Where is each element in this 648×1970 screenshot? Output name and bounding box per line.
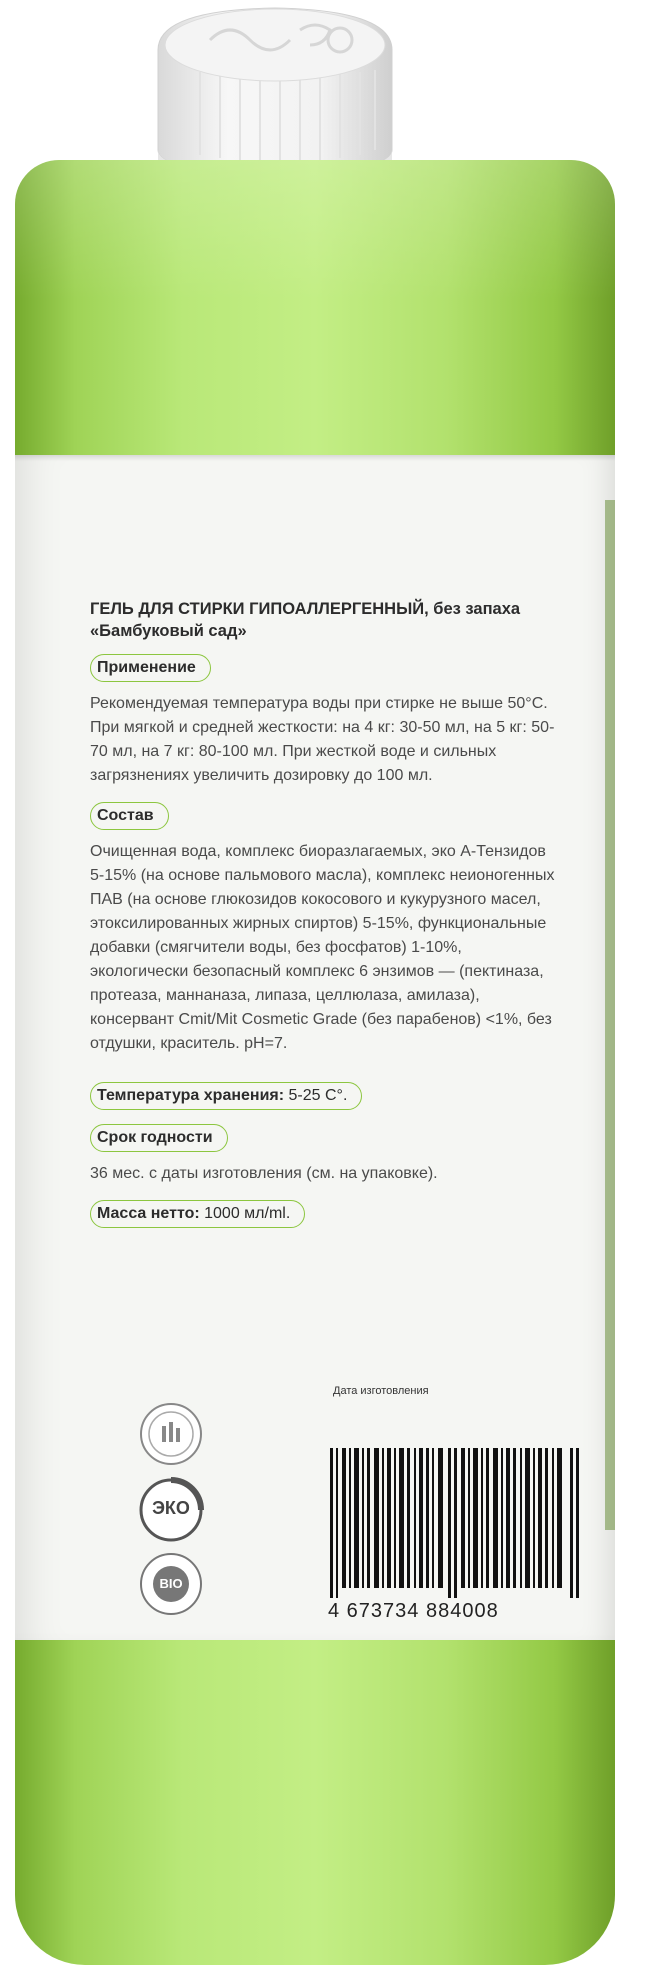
- eco-badge-text: ЭКО: [152, 1498, 190, 1518]
- shelf-text: 36 мес. с даты изготовления (см. на упаковке).: [90, 1165, 438, 1182]
- product-title: ГЕЛЬ ДЛЯ СТИРКИ ГИПОАЛЛЕРГЕННЫЙ, без запаха «Бамбуковый сад»: [90, 600, 521, 640]
- composition-heading: Состав: [90, 802, 169, 830]
- mass-value: 1000 мл/ml.: [204, 1205, 291, 1222]
- bio-badge: [135, 1548, 207, 1620]
- storage-pill: [90, 1082, 362, 1110]
- storage-value: 5-25 С°.: [288, 1087, 348, 1104]
- barcode-number: 4 673734 884008: [328, 1600, 499, 1622]
- barcode: [330, 1448, 580, 1598]
- manufacture-date-label: Дата изготовления: [333, 1385, 429, 1397]
- usage-heading: Применение: [90, 654, 211, 682]
- label-edge-stripe: [605, 500, 615, 1530]
- bio-badge-text: BIO: [159, 1576, 183, 1591]
- storage-label: Температура хранения:: [97, 1087, 285, 1104]
- composition-text: Очищенная вода, комплекс биоразлагаемых, эко А-Тензидов 5-15% (на основе пальмового масла), комплекс неионогенных ПАВ (на основе глюкозидов кокосового и кукурузного масел, этоксилированных жирных спиртов) 5-15%, функциональные добавки (смягчители воды, без фосфатов) 1-10%, экологически безопасный комплекс 6 энзимов — (пектиназа, протеаза, маннаназа, липаза, целлюлаза, амилаза), консервант Cmit/Mit Cosmetic Grade (без парабенов) <1%, без отдушки, краситель. pH=7.: [90, 843, 555, 1052]
- mass-label: Масса нетто:: [97, 1205, 200, 1222]
- mass-pill: [90, 1200, 305, 1228]
- shelf-heading: Срок годности: [90, 1124, 228, 1152]
- label-content: [90, 598, 560, 1228]
- certification-seal-icon: [135, 1398, 207, 1470]
- eco-badge: [135, 1474, 207, 1546]
- usage-text: Рекомендуемая температура воды при стирке не выше 50°С. При мягкой и средней жесткости: на 4 кг: 30-50 мл, на 5 кг: 50-70 мл, на 7 кг: 80-100 мл. При жесткой воде и сильных загрязнениях увеличить дозировку до 100 мл.: [90, 695, 555, 784]
- label-shadow: [15, 455, 615, 461]
- bottle-shoulder: [15, 160, 615, 300]
